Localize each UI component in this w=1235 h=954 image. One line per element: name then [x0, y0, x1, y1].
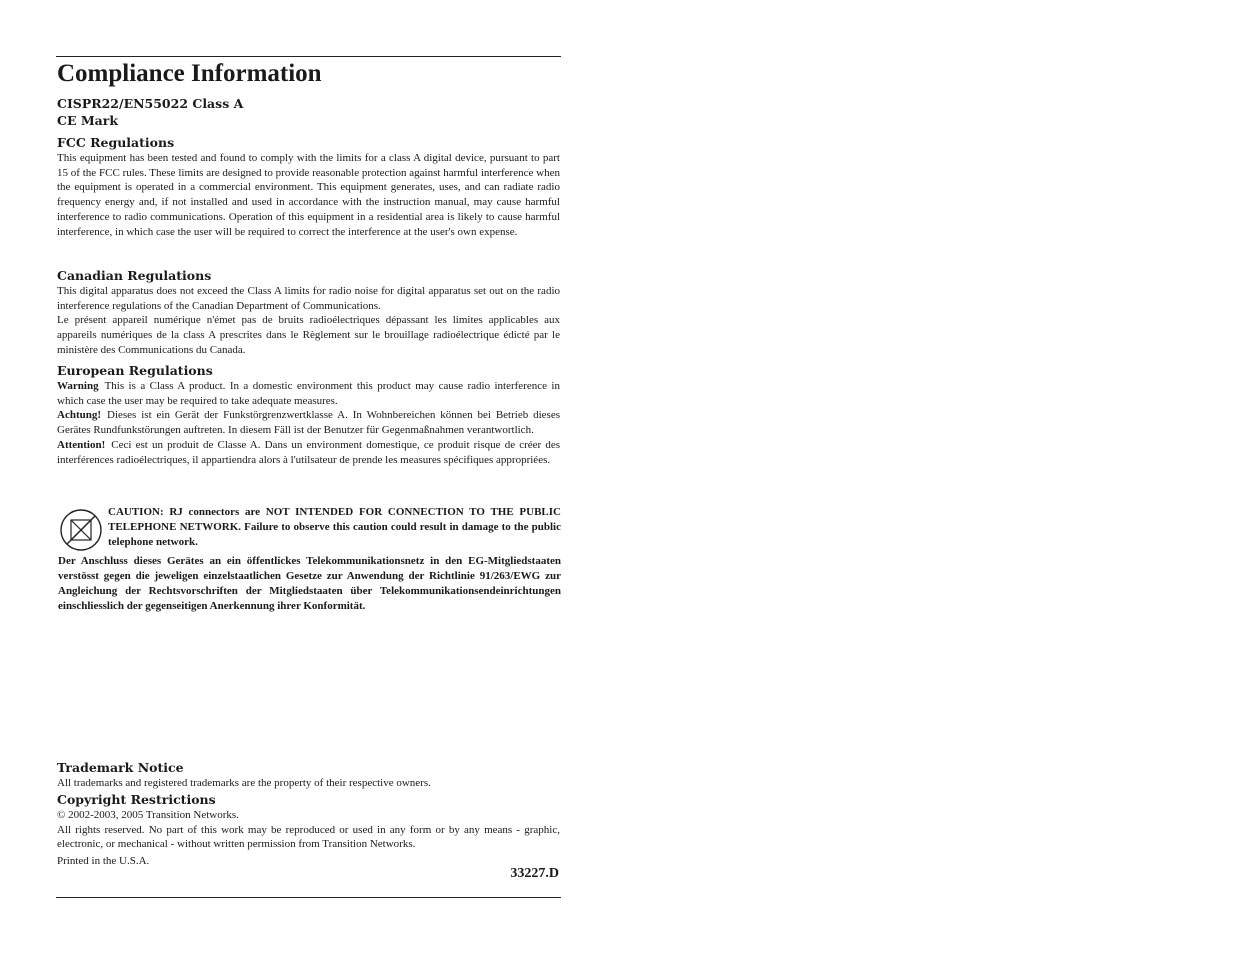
trademark-section [57, 760, 560, 791]
copyright-heading: Copyright Restrictions [57, 792, 216, 807]
standard-ce-mark: CE Mark [57, 113, 119, 128]
german-notice [58, 554, 561, 614]
caution-text: CAUTION: RJ connectors are NOT INTENDED FOR CONNECTION TO THE PUBLIC TELEPHONE NETWORK. Failure to observe this caution could result in damage to the public telephone network. [108, 506, 561, 548]
fcc-heading: FCC Regulations [57, 135, 175, 150]
achtung-paragraph [57, 408, 560, 437]
copyright-line2: All rights reserved. No part of this work may be reproduced or used in any form or by any means - graphic, electronic, or mechanical - without written permission from Transition Networks. [57, 823, 560, 851]
warning-label: Warning [57, 380, 99, 392]
canadian-heading: Canadian Regulations [57, 268, 212, 283]
copyright-line1: © 2002-2003, 2005 Transition Networks. [57, 809, 239, 821]
achtung-text: Dieses ist ein Gerät der Funkstörgrenzwertklasse A. In Wohnbereichen können bei Betrieb dieses Gerätes Rundfunkstörungen auftreten. In diesem Fäll ist der Benutzer für Gegenmaßnahmen verantwortlich. [57, 409, 560, 437]
canadian-text-en: This digital apparatus does not exceed the Class A limits for radio noise for digital apparatus set out on the radio interference regulations of the Canadian Department of Communications. [57, 285, 560, 312]
printed-in: Printed in the U.S.A. [57, 855, 150, 868]
warning-paragraph [57, 379, 560, 408]
trademark-text: All trademarks and registered trademarks are the property of their respective owners. [57, 777, 431, 789]
fcc-section [57, 135, 560, 239]
standard-cispr: CISPR22/EN55022 Class A [57, 96, 244, 111]
trademark-heading: Trademark Notice [57, 760, 184, 775]
canadian-text-fr: Le présent appareil numérique n'émet pas de bruits radioélectriques dépassant les limites applicables aux appareils numériques de la class A prescrites dans le Règlement sur le brouillage radioélectrique édicté par le ministère des Communications du Canada. [57, 314, 560, 356]
bottom-rule [56, 897, 561, 898]
caution-text-wrap [108, 505, 561, 550]
top-rule [56, 56, 561, 57]
german-notice-text: Der Anschluss dieses Gerätes an ein öffentlickes Telekommunikationsnetz in den EG-Mitgliedstaaten verstösst gegen die jeweligen einzelstaatlichen Gesetze zur Anwendung der Richtlinie 91/263/EWG zur Angleichung der Rechtsvorschriften der Mitgliedstaaten über Telekommunikationsendeinrichtungen einschliesslich der gegenseitigen Anerkennung ihrer Konformität. [58, 555, 561, 612]
achtung-label: Achtung! [57, 409, 102, 422]
no-phone-connection-icon [59, 508, 103, 552]
standards-list [57, 96, 560, 129]
copyright-section [57, 792, 560, 869]
attention-paragraph [57, 438, 560, 467]
warning-text: This is a Class A product. In a domestic environment this product may cause radio interference in which case the user may be required to take adequate measures. [57, 380, 560, 407]
european-section [57, 363, 560, 467]
canadian-section [57, 268, 560, 358]
attention-text: Ceci est un produit de Classe A. Dans un environment domestique, ce produit risque de créer des interférences radioélectriques, il appartiendra alors à l'utilsateur de prende les measures spécifiques appropriées. [57, 438, 560, 466]
document-number: 33227.D [510, 866, 559, 881]
european-heading: European Regulations [57, 363, 213, 378]
page-title: Compliance Information [57, 60, 322, 87]
fcc-text: This equipment has been tested and found to comply with the limits for a class A digital device, pursuant to part 15 of the FCC rules. These limits are designed to provide reasonable protection against harmful interference when the equipment is operated in a commercial environment. This equipment generates, uses, and can radiate radio frequency energy and, if not installed and used in accordance with the instruction manual, may cause harmful interference to radio communications. Operation of this equipment in a residential area is likely to cause harmful interference, in which case the user will be required to correct the interference at the user's own expense. [57, 152, 560, 238]
attention-label: Attention! [57, 438, 106, 451]
